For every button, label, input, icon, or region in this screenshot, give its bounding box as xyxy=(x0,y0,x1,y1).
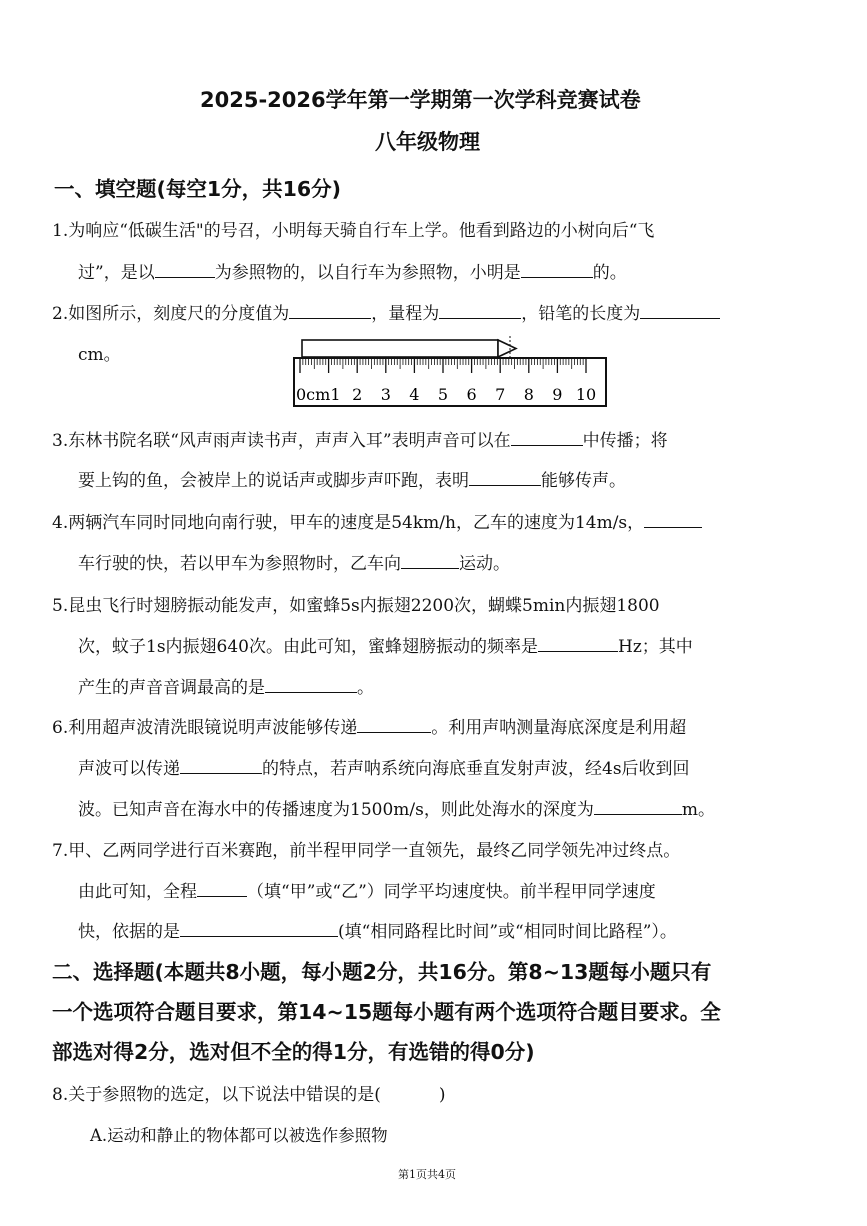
answer-blank[interactable] xyxy=(594,799,682,815)
question-text: （填“甲”或“乙”）同学平均速度快。前半程甲同学速度 xyxy=(247,882,656,902)
answer-blank[interactable] xyxy=(180,921,338,937)
answer-blank[interactable] xyxy=(155,262,215,278)
question-text: 声波可以传递 xyxy=(78,759,180,779)
answer-blank[interactable] xyxy=(197,881,247,897)
question-text: ) xyxy=(438,1085,446,1105)
section-heading-fill-in: 一、填空题(每空1分，共16分) xyxy=(54,177,342,201)
ruler-number-label: 3 xyxy=(380,385,391,404)
question-text: 运动。 xyxy=(459,554,510,574)
question-3-line-1 xyxy=(52,426,668,451)
question-text: 的特点，若声呐系统向海底垂直发射声波，经4s后收到回 xyxy=(262,759,690,779)
question-text: 3.东林书院名联“风声雨声读书声，声声入耳”表明声音可以在 xyxy=(52,431,511,451)
question-text: 6.利用超声波清洗眼镜说明声波能够传递 xyxy=(52,718,358,738)
question-4-line-1 xyxy=(52,508,702,533)
ruler-number-label: 2 xyxy=(352,385,363,404)
ruler-number-label: 7 xyxy=(495,385,506,404)
question-text: 。利用声呐测量海底深度是利用超 xyxy=(431,718,687,738)
question-text: 车行驶的快，若以甲车为参照物时，乙车向 xyxy=(78,554,401,574)
answer-blank[interactable] xyxy=(180,758,262,774)
question-text: 过”，是以 xyxy=(78,263,155,283)
question-7-line-2 xyxy=(78,877,656,902)
ruler-number-label: 9 xyxy=(552,385,563,404)
answer-blank[interactable] xyxy=(521,262,593,278)
ruler-zero-label: 0cm1 xyxy=(296,385,341,404)
section-heading-choice-line-2: 一个选项符合题目要求，第14~15题每小题有两个选项符合题目要求。全 xyxy=(52,1000,721,1024)
question-8-option-a: A.运动和静止的物体都可以被选作参照物 xyxy=(90,1126,388,1145)
answer-blank[interactable] xyxy=(640,303,720,319)
answer-blank[interactable] xyxy=(289,303,371,319)
ruler-pencil-figure xyxy=(290,334,610,410)
ruler-number-label: 6 xyxy=(466,385,477,404)
question-2-line-2: cm。 xyxy=(78,345,121,365)
question-text: 快，依据的是 xyxy=(78,922,180,942)
question-text: 能够传声。 xyxy=(541,471,626,491)
question-5-line-3 xyxy=(78,673,374,698)
ruler-number-label: 5 xyxy=(437,385,449,404)
question-1-line-2 xyxy=(78,258,627,283)
question-1-line-1: 1.为响应“低碳生活"的号召，小明每天骑自行车上学。他看到路边的小树向后“飞 xyxy=(52,221,655,241)
answer-blank[interactable] xyxy=(265,677,357,693)
page-subtitle: 八年级物理 xyxy=(375,130,480,154)
question-text: m。 xyxy=(681,800,715,820)
question-text: 为参照物的，以自行车为参照物，小明是 xyxy=(214,263,521,283)
answer-blank[interactable] xyxy=(469,470,541,486)
question-text: 由此可知，全程 xyxy=(78,882,197,902)
page-title: 2025-2026学年第一学期第一次学科竞赛试卷 xyxy=(200,88,641,112)
question-text: 。 xyxy=(357,678,374,698)
question-text: 8.关于参照物的选定，以下说法中错误的是( xyxy=(52,1085,381,1105)
question-5-line-1: 5.昆虫飞行时翅膀振动能发声，如蜜蜂5s内振翅2200次，蝴蝶5min内振翅1800 xyxy=(52,596,660,616)
section-heading-choice-line-1: 二、选择题(本题共8小题，每小题2分，共16分。第8~13题每小题只有 xyxy=(52,960,712,984)
ruler-number-label: 8 xyxy=(523,385,534,404)
question-5-line-2 xyxy=(78,632,693,657)
question-text: 产生的声音音调最高的是 xyxy=(78,678,265,698)
question-text: Hz；其中 xyxy=(618,637,693,657)
answer-blank[interactable] xyxy=(439,303,521,319)
question-text: 要上钩的鱼，会被岸上的说话声或脚步声吓跑，表明 xyxy=(78,471,469,491)
question-text: ，量程为 xyxy=(371,304,440,324)
question-text: ，铅笔的长度为 xyxy=(521,304,641,324)
ruler-number-label: 10 xyxy=(575,385,597,404)
question-4-line-2 xyxy=(78,549,510,574)
question-text: 2.如图所示，刻度尺的分度值为 xyxy=(52,304,290,324)
question-7-line-3 xyxy=(78,917,677,942)
question-text: 次，蚊子1s内振翅640次。由此可知，蜜蜂翅膀振动的频率是 xyxy=(78,637,538,657)
question-6-line-1 xyxy=(52,713,686,738)
answer-blank[interactable] xyxy=(538,636,618,652)
question-6-line-2 xyxy=(78,754,690,779)
ruler-numbers xyxy=(352,385,596,404)
section-heading-choice-line-3: 部选对得2分，选对但不全的得1分，有选错的得0分) xyxy=(52,1040,535,1064)
question-2-line-1 xyxy=(52,299,720,324)
answer-blank[interactable] xyxy=(357,717,431,733)
question-8-stem xyxy=(52,1080,446,1105)
answer-blank[interactable] xyxy=(511,430,583,446)
question-text: (填“相同路程比时间”或“相同时间比路程”）。 xyxy=(338,922,677,942)
question-3-line-2 xyxy=(78,466,626,491)
question-text: 波。已知声音在海水中的传播速度为1500m/s，则此处海水的深度为 xyxy=(78,800,594,820)
answer-blank[interactable] xyxy=(644,512,702,528)
page-footer: 第1页共4页 xyxy=(398,1168,456,1181)
ruler-number-label: 4 xyxy=(409,385,420,404)
question-text: 的。 xyxy=(592,263,627,283)
question-6-line-3 xyxy=(78,795,715,820)
question-text: 4.两辆汽车同时同地向南行驶，甲车的速度是54km/h，乙车的速度为14m/s， xyxy=(52,513,645,533)
answer-blank[interactable] xyxy=(401,553,459,569)
question-7-line-1: 7.甲、乙两同学进行百米赛跑，前半程甲同学一直领先，最终乙同学领先冲过终点。 xyxy=(52,841,681,861)
question-text: 中传播；将 xyxy=(582,431,668,451)
